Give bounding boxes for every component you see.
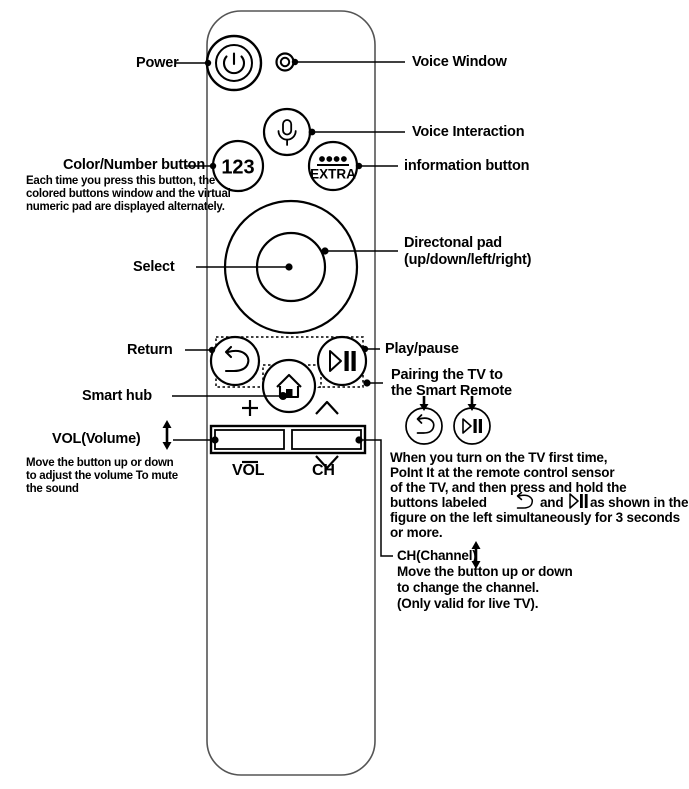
callout-channel-title: CH(Channel) (397, 548, 477, 563)
inline-play-pause-glyph (570, 494, 588, 508)
note-channel-line1: Move the button up or down (397, 564, 573, 579)
vol-ch-rocker[interactable] (211, 426, 365, 453)
channel-rocker[interactable] (292, 430, 361, 449)
voice-interaction-button[interactable] (264, 109, 310, 155)
pairing-return-icon-group (406, 396, 442, 444)
note-volume-line1: Move the button up or down (26, 457, 174, 469)
pairing-instruction-line2: PoInt It at the remote control sensor (390, 465, 615, 480)
information-button-label: EXTRA (310, 166, 356, 182)
callout-directional-pad-line1: Directonal pad (404, 235, 502, 251)
pairing-instruction-line1: When you turn on the TV first time, (390, 450, 608, 465)
note-color-number-line3: numeric pad are displayed alternately. (26, 201, 225, 213)
note-channel-line2: to change the channel. (397, 580, 539, 595)
color-number-button-label: 123 (221, 156, 255, 179)
callout-smart-hub: Smart hub (82, 388, 152, 404)
callout-volume-title: VOL(Volume) (52, 431, 141, 447)
callout-directional-pad-line2: (up/down/left/right) (404, 252, 532, 268)
callout-power: Power (136, 55, 179, 71)
callout-voice-interaction: Voice Interaction (412, 124, 525, 140)
return-button[interactable] (211, 337, 259, 385)
note-color-number-line2: colored buttons window and the virtual (26, 188, 231, 200)
pairing-instruction-line4-c: as shown in the (590, 495, 689, 510)
smart-hub-button[interactable] (263, 360, 315, 412)
information-button[interactable] (309, 142, 357, 190)
pairing-title-line2: the Smart Remote (391, 383, 512, 399)
note-channel-line3: (Only valid for live TV). (397, 596, 539, 611)
callout-play-pause: Play/pause (385, 341, 459, 357)
note-volume-line3: the sound (26, 483, 79, 495)
note-color-number-line1: Each time you press this button, the (26, 175, 216, 187)
pairing-instruction-line4-a: buttons labeled (390, 495, 487, 510)
volume-rocker[interactable] (215, 430, 284, 449)
pairing-instruction-line5: figure on the left simultaneously for 3 seconds (390, 510, 680, 525)
volume-rocker-label: VOL (232, 462, 265, 479)
callout-information: information button (404, 158, 530, 174)
callout-color-number: Color/Number button (63, 157, 205, 173)
power-button[interactable] (207, 36, 261, 90)
voice-window (277, 54, 294, 71)
pairing-title-line1: Pairing the TV to (391, 367, 503, 383)
callout-return: Return (127, 342, 173, 358)
volume-updown-arrow-icon (163, 420, 172, 450)
play-pause-button[interactable] (318, 337, 366, 385)
note-volume-line2: to adjust the volume To mute (26, 470, 178, 482)
pairing-instruction-line4-b: and (540, 495, 564, 510)
callout-voice-window: Voice Window (412, 54, 507, 70)
callout-select: Select (133, 259, 175, 275)
channel-rocker-label: CH (312, 462, 335, 479)
color-number-button[interactable] (213, 141, 263, 191)
pairing-instruction-line3: of the TV, and then press and hold the (390, 480, 627, 495)
pairing-play-pause-icon-group (454, 396, 490, 444)
pairing-instruction-line6: or more. (390, 525, 443, 540)
